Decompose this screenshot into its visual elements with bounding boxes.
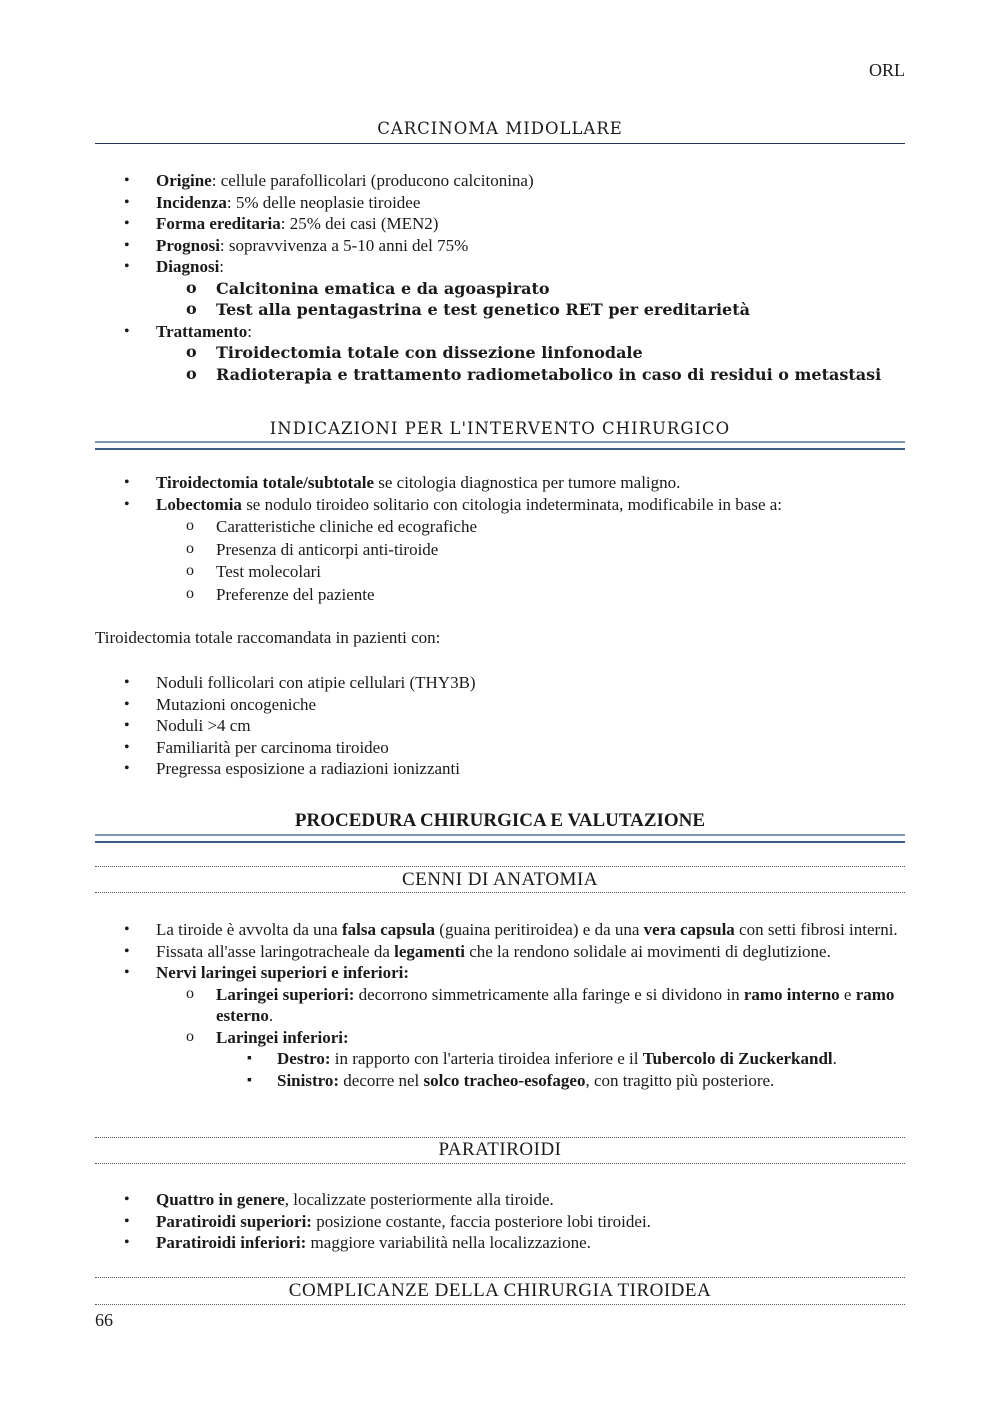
list-item: • Forma ereditaria: 25% dei casi (MEN2) xyxy=(95,213,881,235)
sub-sub-item: ▪ Destro: in rapporto con l'arteria tiroidea inferiore e il Tubercolo di Zuckerkandl. xyxy=(95,1048,905,1070)
page-number: 66 xyxy=(95,1310,113,1330)
list-item: • Lobectomia se nodulo tiroideo solitario con citologia indeterminata, modificabile in base a: o Caratteristiche cliniche ed ecografiche o Presenza di anticorpi anti-tiroide o Test molecolari o Preferenze del paziente xyxy=(95,494,782,607)
sub-item: o Caratteristiche cliniche ed ecografiche xyxy=(95,516,782,539)
list-item: • Trattamento: o Tiroidectomia totale con dissezione linfonodale o Radioterapia e trattamento radiometabolico in caso di residui o metastasi xyxy=(95,321,881,386)
trattamento-sublist xyxy=(156,342,881,385)
anatomia-list xyxy=(95,919,905,1091)
paratiroidi-list xyxy=(95,1189,651,1254)
section-dotted-rule xyxy=(95,892,905,893)
sub-item: o Laringei superiori: decorrono simmetricamente alla faringe e si dividono in ramo interno e ramo esterno. xyxy=(95,984,905,1027)
paragraph: Tiroidectomia totale raccomandata in pazienti con: xyxy=(95,628,441,647)
sub-item: o Tiroidectomia totale con dissezione linfonodale xyxy=(95,342,881,364)
diagnosi-sublist xyxy=(156,278,881,321)
pazienti-list xyxy=(95,672,476,780)
list-item: • Tiroidectomia totale/subtotale se citologia diagnostica per tumore maligno. xyxy=(95,472,782,494)
section-title-indicazioni: INDICAZIONI PER L'INTERVENTO CHIRURGICO xyxy=(269,419,731,438)
document-page xyxy=(95,0,905,1414)
section-rule xyxy=(95,143,905,144)
list-item: • Quattro in genere, localizzate posteriormente alla tiroide. xyxy=(95,1189,651,1211)
sub-item: o Test alla pentagastrina e test genetico RET per ereditarietà xyxy=(95,299,881,321)
section-dotted-rule xyxy=(95,1137,905,1138)
section-dotted-rule xyxy=(95,1304,905,1305)
list-item: • Paratiroidi superiori: posizione costante, faccia posteriore lobi tiroidei. xyxy=(95,1211,651,1233)
section-dotted-rule xyxy=(95,1163,905,1164)
sub-item: o Presenza di anticorpi anti-tiroide xyxy=(95,539,782,562)
list-item: • Noduli >4 cm xyxy=(95,715,476,737)
sub-item: o Calcitonina ematica e da agoaspirato xyxy=(95,278,881,300)
sub-item: o Radioterapia e trattamento radiometabolico in caso di residui o metastasi xyxy=(95,364,881,386)
section-title-midollare: CARCINOMA MIDOLLARE xyxy=(377,119,623,138)
list-item: • Paratiroidi inferiori: maggiore variabilità nella localizzazione. xyxy=(95,1232,651,1254)
section-double-rule xyxy=(95,441,905,450)
midollare-list xyxy=(95,170,881,385)
sub-item: o Preferenze del paziente xyxy=(95,584,782,607)
nervi-sublist xyxy=(156,984,905,1092)
section-dotted-rule xyxy=(95,1277,905,1278)
sub-item: o Laringei inferiori: ▪ Destro: in rapporto con l'arteria tiroidea inferiore e il Tubercolo di Zuckerkandl. ▪ Sinistro: decorre nel solco tracheo-esofageo, con tragitto più posteriore. xyxy=(95,1027,905,1092)
section-dotted-rule xyxy=(95,866,905,867)
section-double-rule xyxy=(95,834,905,843)
lobectomia-sublist xyxy=(156,516,782,606)
list-item: • La tiroide è avvolta da una falsa capsula (guaina peritiroidea) e da una vera capsula con setti fibrosi interni. xyxy=(95,919,905,941)
section-title-procedura: PROCEDURA CHIRURGICA E VALUTAZIONE xyxy=(294,810,706,831)
section-title-anatomia: CENNI DI ANATOMIA xyxy=(401,869,599,890)
list-item: • Prognosi: sopravvivenza a 5-10 anni del 75% xyxy=(95,235,881,257)
list-item: • Fissata all'asse laringotracheale da legamenti che la rendono solidale ai movimenti di deglutizione. xyxy=(95,941,905,963)
sub-item: o Test molecolari xyxy=(95,561,782,584)
sub-sub-item: ▪ Sinistro: decorre nel solco tracheo-esofageo, con tragitto più posteriore. xyxy=(95,1070,905,1092)
section-title-complicanze: COMPLICANZE DELLA CHIRURGIA TIROIDEA xyxy=(288,1280,712,1301)
inferiori-sublist xyxy=(216,1048,905,1091)
list-item: • Familiarità per carcinoma tiroideo xyxy=(95,737,476,759)
list-item: • Mutazioni oncogeniche xyxy=(95,694,476,716)
header-label: ORL xyxy=(869,60,905,80)
list-item: • Diagnosi: o Calcitonina ematica e da agoaspirato o Test alla pentagastrina e test genetico RET per ereditarietà xyxy=(95,256,881,321)
list-item: • Origine: cellule parafollicolari (producono calcitonina) xyxy=(95,170,881,192)
section-title-paratiroidi: PARATIROIDI xyxy=(438,1139,562,1160)
list-item: • Pregressa esposizione a radiazioni ionizzanti xyxy=(95,758,476,780)
list-item: • Nervi laringei superiori e inferiori: o Laringei superiori: decorrono simmetricamente alla faringe e si dividono in ramo interno e ramo esterno. o Laringei inferiori: ▪ Destro: in rapporto con l'arteria tiroidea inferiore e il Tubercolo di Zuckerkandl. ▪ Sinistro: decorre nel solco tracheo-esofageo, con tragitto più posteriore. xyxy=(95,962,905,1091)
indicazioni-list xyxy=(95,472,782,606)
list-item: • Incidenza: 5% delle neoplasie tiroidee xyxy=(95,192,881,214)
list-item: • Noduli follicolari con atipie cellulari (THY3B) xyxy=(95,672,476,694)
